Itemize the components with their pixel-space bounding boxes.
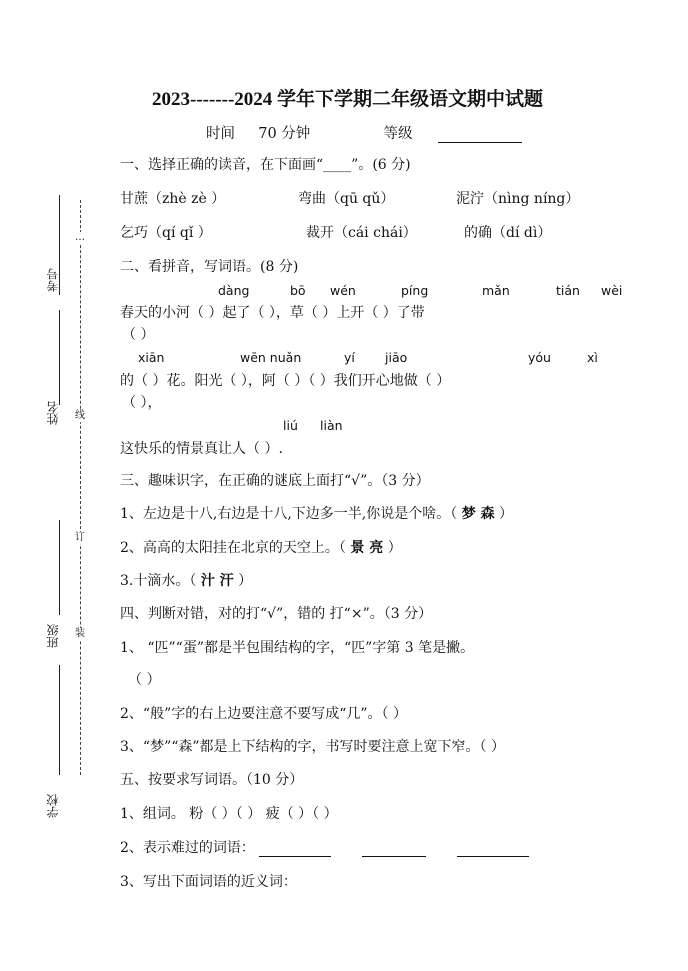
pinyin-tian: tián bbox=[556, 283, 580, 298]
section1-item-6: 的确（dí dì） bbox=[464, 225, 552, 241]
section3-q3-text: 3.十滴水。（ bbox=[120, 573, 201, 589]
section3-q2-options[interactable]: 景 亮 bbox=[350, 540, 384, 556]
cut-line bbox=[80, 200, 81, 775]
section1-item-4: 乞巧（qí qǐ ） bbox=[120, 225, 212, 241]
pinyin-liu: liú bbox=[283, 418, 298, 433]
section3-q3-end: ） bbox=[238, 573, 253, 589]
section2-line2b: （ ）， bbox=[122, 395, 162, 411]
section5-q1: 1、组词。 粉（ ）（ ） 疲（ ）（ ） bbox=[120, 806, 338, 822]
grade-label: 等级 bbox=[383, 126, 413, 142]
section3-heading: 三、趣味识字，在正确的谜底上面打“√”。（3 分） bbox=[120, 473, 430, 489]
section3-q3-options[interactable]: 汁 汗 bbox=[200, 573, 234, 589]
class-line bbox=[59, 520, 60, 615]
section4-q1: 1、 “匹”“蛋”都是半包围结构的字，“匹”字第 3 笔是撇。 bbox=[120, 640, 475, 656]
time-value: 70 分钟 bbox=[258, 126, 311, 142]
school-line bbox=[59, 665, 60, 775]
grade-blank[interactable] bbox=[438, 142, 522, 143]
section4-q2: 2、“般”字的右上边要注意不要写成“几”。（ ） bbox=[120, 706, 407, 722]
section2-heading: 二、看拼音，写词语。(8 分) bbox=[120, 259, 299, 275]
section3-q1-end: ） bbox=[499, 506, 514, 522]
section3-q3 bbox=[120, 570, 252, 590]
pinyin-lian: liàn bbox=[320, 418, 343, 433]
cut-mark-bind: 订 bbox=[75, 532, 85, 543]
section5-q2-label: 2、表示难过的词语： bbox=[120, 840, 255, 856]
section4-q1-paren[interactable]: （ ） bbox=[128, 672, 161, 688]
pinyin-bo: bō bbox=[290, 283, 306, 298]
pinyin-ping: píng bbox=[401, 283, 429, 298]
section4-q3: 3、“梦”“森”都是上下结构的字，书写时要注意上宽下窄。（ ） bbox=[120, 739, 505, 755]
name-line bbox=[59, 310, 60, 405]
name-label: 姓名 bbox=[46, 401, 60, 425]
section2-line1b: （ ） bbox=[122, 327, 155, 343]
section2-line2: 的（ ）花。阳光（ ），阿（ ）（ ）我们开心地做（ ） bbox=[120, 373, 451, 389]
pinyin-man: mǎn bbox=[482, 283, 510, 298]
answer-blank-3[interactable] bbox=[457, 856, 529, 857]
pinyin-wei: wèi bbox=[601, 283, 623, 298]
section3-q1-options[interactable]: 梦 森 bbox=[461, 506, 495, 522]
section2-line1: 春天的小河（ ）起了（ ），草（ ）上开（ ）了带 bbox=[120, 305, 425, 321]
cut-mark-line: 线 bbox=[75, 410, 85, 421]
section1-item-5: 裁开（cái chái） bbox=[306, 225, 417, 241]
section5-q2 bbox=[120, 837, 529, 857]
time-grade-row bbox=[206, 122, 522, 143]
pinyin-dang: dàng bbox=[218, 283, 250, 298]
pinyin-wen: wén bbox=[330, 283, 356, 298]
cut-mark-pack: 装 bbox=[75, 628, 85, 639]
section3-q2-end: ） bbox=[387, 540, 402, 556]
cut-mark-dots: … bbox=[75, 232, 85, 243]
school-label: 学校 bbox=[46, 794, 60, 818]
section4-heading: 四、判断对错，对的打“√”，错的 打“×”。（3 分） bbox=[120, 606, 433, 622]
section1-item-2: 弯曲（qū qǔ） bbox=[298, 191, 395, 207]
time-label: 时间 bbox=[206, 126, 235, 142]
pinyin-xian: xiān bbox=[138, 350, 165, 365]
section5-q3: 3、写出下面词语的近义词： bbox=[120, 874, 297, 890]
pinyin-jiao: jiāo bbox=[385, 350, 408, 365]
section3-q1-text: 1、左边是十八,右边是十八,下边多一半,你说是个啥。（ bbox=[120, 506, 458, 522]
pinyin-yi: yí bbox=[344, 350, 355, 365]
section2-line3: 这快乐的情景真让人（ ）. bbox=[120, 441, 283, 457]
pinyin-xi: xì bbox=[587, 350, 598, 365]
answer-blank-2[interactable] bbox=[362, 856, 426, 857]
section1-item-3: 泥泞（nìng níng） bbox=[456, 191, 580, 207]
binding-margin bbox=[0, 0, 110, 971]
section1-item-1: 甘蔗（zhè zè ） bbox=[120, 191, 226, 207]
answer-blank-1[interactable] bbox=[259, 856, 331, 857]
class-label: 班级 bbox=[46, 624, 60, 648]
id-number-label: 考号 bbox=[46, 268, 60, 292]
section3-q2-text: 2、高高的太阳挂在北京的天空上。（ bbox=[120, 540, 351, 556]
exam-title: 2023-------2024 学年下学期二年级语文期中试题 bbox=[152, 89, 544, 110]
section1-heading: 一、选择正确的读音，在下面画“____”。(6 分) bbox=[120, 157, 411, 173]
section5-heading: 五、按要求写词语。（10 分） bbox=[120, 772, 304, 788]
section3-q1 bbox=[120, 503, 513, 523]
pinyin-wennuan: wēn nuǎn bbox=[240, 350, 302, 365]
section3-q2 bbox=[120, 537, 402, 557]
pinyin-you: yóu bbox=[528, 350, 551, 365]
